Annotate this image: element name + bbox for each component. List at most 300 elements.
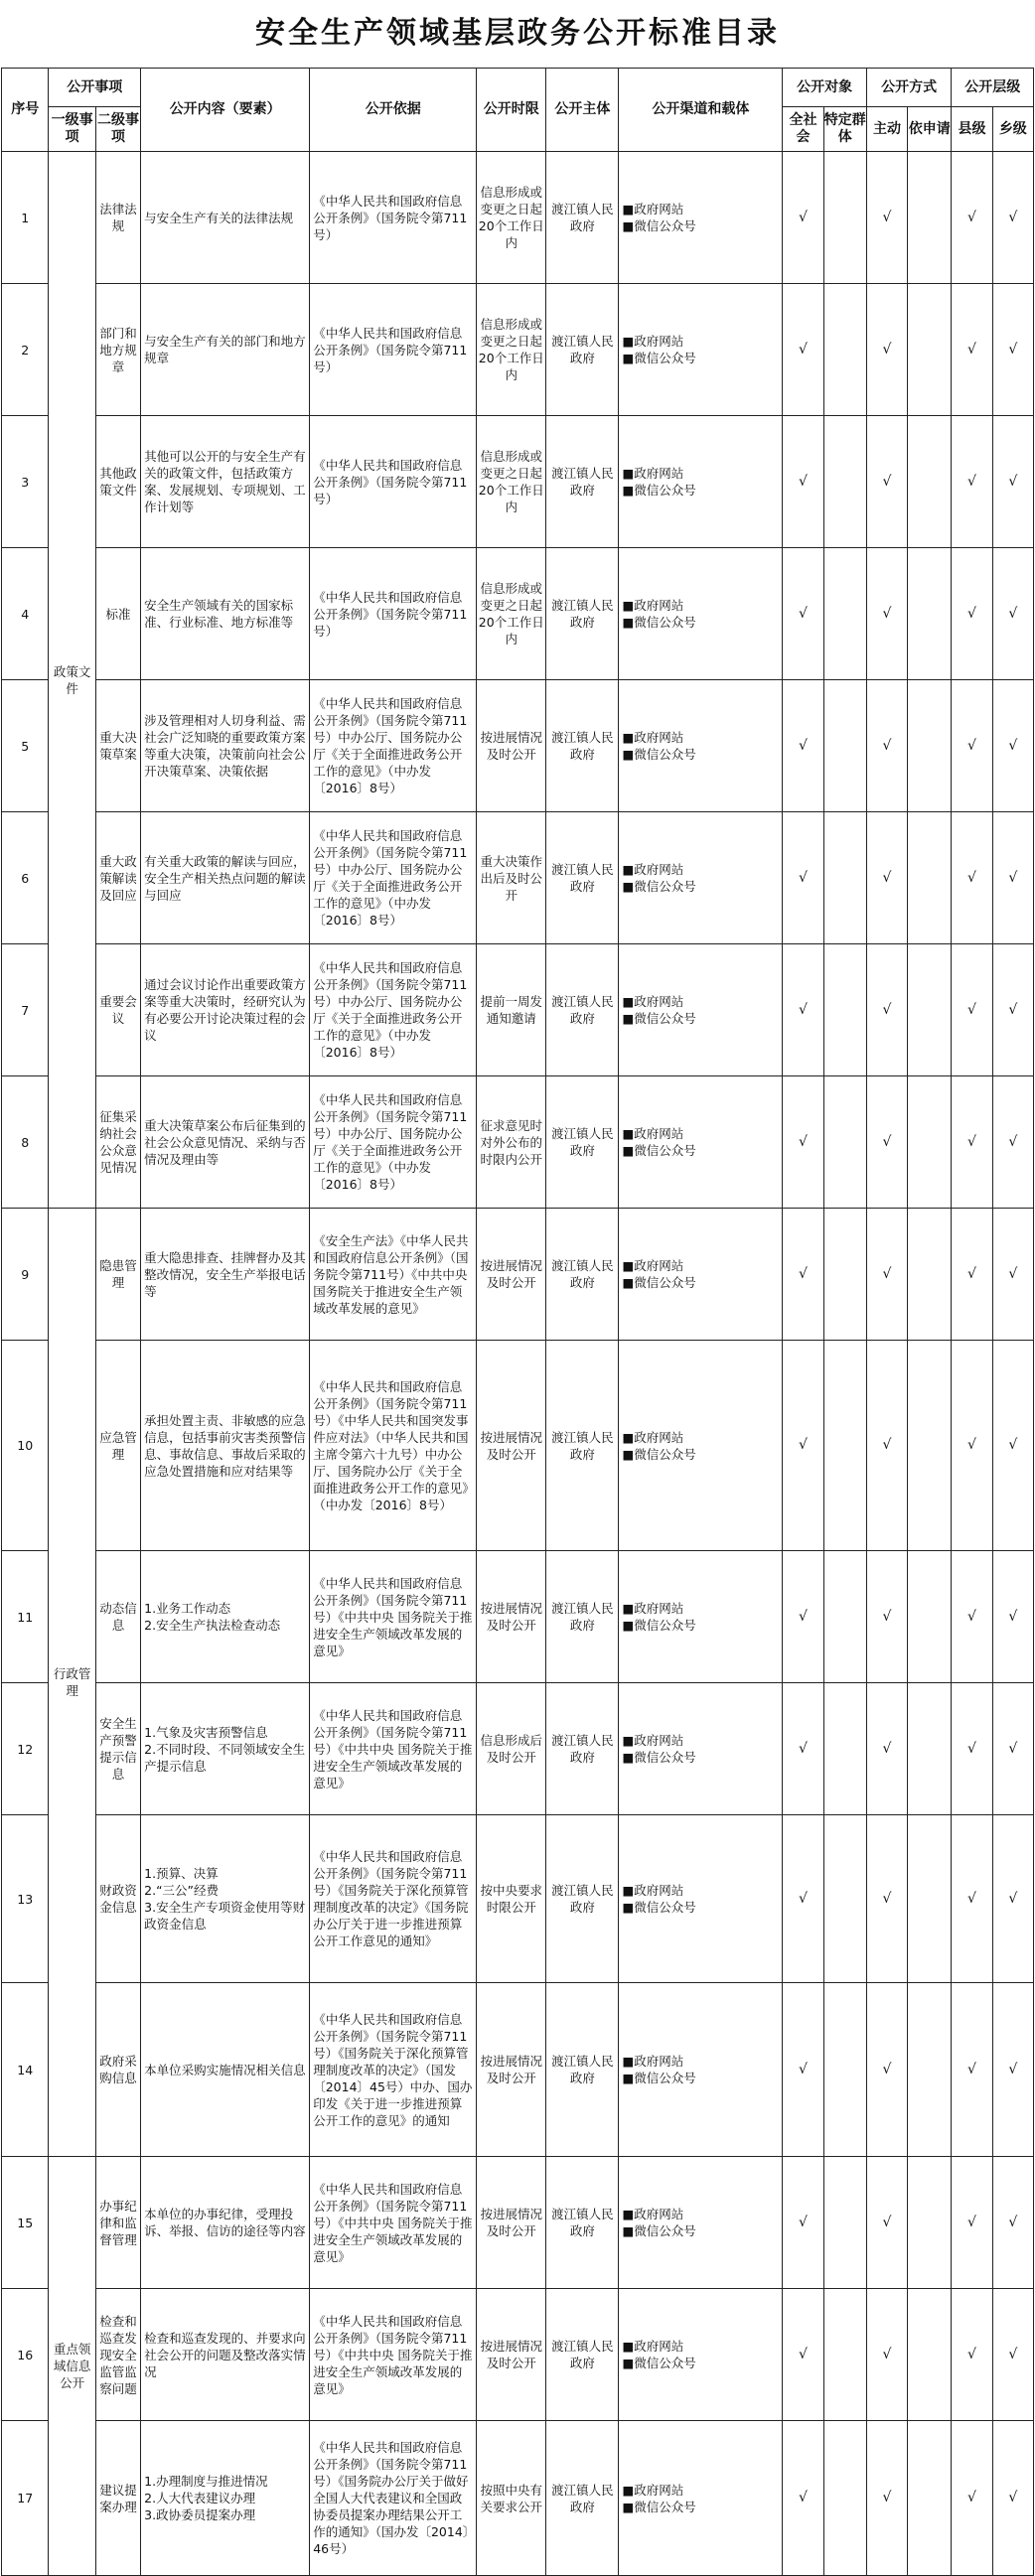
basis-cell: 《中华人民共和国政府信息公开条例》（国务院令第711号）《中共中央 国务院关于推进安全生产领域改革发展的意见》 — [310, 1683, 477, 1815]
subject-cell: 渡江镇人民政府 — [546, 1551, 619, 1683]
channel-item: ■微信公众号 — [622, 2356, 696, 2370]
check-all: √ — [783, 944, 823, 1076]
header-time: 公开时限 — [477, 69, 546, 152]
level2-item: 重大政策解读及回应 — [95, 812, 140, 944]
check-active: √ — [866, 1341, 907, 1551]
level2-item: 检查和巡查发现安全监管监察问题 — [95, 2289, 140, 2421]
table-row — [2, 2157, 1034, 2289]
check-active: √ — [866, 2289, 907, 2421]
check-all: √ — [783, 1983, 823, 2157]
subject-cell: 渡江镇人民政府 — [546, 548, 619, 680]
content-line: 1.预算、决算 — [144, 1866, 219, 1881]
channel-item: ■微信公众号 — [622, 1900, 696, 1915]
table-row — [2, 1209, 1034, 1341]
row-number: 8 — [2, 1076, 49, 1209]
check-active: √ — [866, 680, 907, 812]
check-all: √ — [783, 1551, 823, 1683]
check-specific — [823, 284, 866, 416]
header-channel: 公开渠道和载体 — [619, 69, 783, 152]
table-row — [2, 1683, 1034, 1815]
check-active: √ — [866, 1076, 907, 1209]
check-county: √ — [952, 548, 992, 680]
content-line: 安全生产领域有关的国家标准、行业标准、地方标准等 — [144, 598, 294, 630]
basis-cell: 《中华人民共和国政府信息公开条例》（国务院令第711号） — [310, 548, 477, 680]
row-number: 12 — [2, 1683, 49, 1815]
content-cell — [141, 2421, 310, 2576]
check-county: √ — [952, 284, 992, 416]
channel-cell — [619, 416, 783, 548]
content-line: 承担处置主责、非敏感的应急信息，包括事前灾害类预警信息、事故信息、事故后采取的应急处置措施和应对结果等 — [144, 1412, 306, 1479]
check-apply — [908, 1076, 952, 1209]
check-specific — [823, 1076, 866, 1209]
check-active: √ — [866, 812, 907, 944]
channel-cell — [619, 944, 783, 1076]
channel-item: ■政府网站 — [622, 994, 684, 1009]
channel-item: ■微信公众号 — [622, 1446, 696, 1462]
header-matters: 公开事项 — [49, 69, 141, 107]
content-line: 与安全生产有关的部门和地方规章 — [144, 334, 306, 365]
check-specific — [823, 2289, 866, 2421]
content-cell — [141, 680, 310, 812]
check-county: √ — [952, 2157, 992, 2289]
header-target-specific: 特定群体 — [823, 107, 866, 152]
subject-cell: 渡江镇人民政府 — [546, 2421, 619, 2576]
content-line: 本单位采购实施情况相关信息 — [144, 2062, 306, 2077]
check-apply — [908, 416, 952, 548]
row-number: 13 — [2, 1815, 49, 1983]
channel-item: ■微信公众号 — [622, 615, 696, 630]
subject-cell: 渡江镇人民政府 — [546, 284, 619, 416]
header-level1: 一级事项 — [49, 107, 95, 152]
content-cell — [141, 1551, 310, 1683]
check-town: √ — [992, 416, 1033, 548]
check-county: √ — [952, 1683, 992, 1815]
basis-cell: 《中华人民共和国政府信息公开条例》（国务院令第711号）《国务院办公厅关于做好全国人大代表建议和全国政协委员提案办理结果公开工作的通知》（国办发〔2014〕46号） — [310, 2421, 477, 2576]
channel-item: ■微信公众号 — [622, 2223, 696, 2238]
header-row-1 — [2, 69, 1034, 107]
time-cell: 按进展情况及时公开 — [477, 680, 546, 812]
content-cell — [141, 416, 310, 548]
content-cell — [141, 152, 310, 284]
channel-item: ■政府网站 — [622, 1258, 684, 1273]
table-row — [2, 152, 1034, 284]
level2-item: 动态信息 — [95, 1551, 140, 1683]
check-county: √ — [952, 152, 992, 284]
check-all: √ — [783, 2421, 823, 2576]
header-target: 公开对象 — [783, 69, 867, 107]
channel-item: ■微信公众号 — [622, 1143, 696, 1158]
check-apply — [908, 152, 952, 284]
header-method-apply: 依申请 — [908, 107, 952, 152]
check-specific — [823, 1341, 866, 1551]
check-town: √ — [992, 1683, 1033, 1815]
table-row — [2, 1815, 1034, 1983]
channel-item: ■微信公众号 — [622, 1750, 696, 1765]
content-line: 检查和巡查发现的、并要求向社会公开的问题及整改落实情况 — [144, 2330, 306, 2379]
channel-item: ■政府网站 — [622, 1126, 684, 1141]
check-apply — [908, 1209, 952, 1341]
channel-cell — [619, 680, 783, 812]
check-town: √ — [992, 284, 1033, 416]
check-county: √ — [952, 1983, 992, 2157]
check-county: √ — [952, 416, 992, 548]
basis-cell: 《中华人民共和国政府信息公开条例》（国务院令第711号）《中华人民共和国突发事件应对法》（中华人民共和国主席令第六十九号）中办公厅、国务院办公厅《关于全面推进政务公开工作的意见》（中办发〔2016〕8号） — [310, 1341, 477, 1551]
level2-item: 标准 — [95, 548, 140, 680]
check-all: √ — [783, 1683, 823, 1815]
basis-cell: 《中华人民共和国政府信息公开条例》（国务院令第711号）中办公厅、国务院办公厅《关于全面推进政务公开工作的意见》（中办发〔2016〕8号） — [310, 680, 477, 812]
content-cell — [141, 548, 310, 680]
table-row — [2, 2289, 1034, 2421]
subject-cell: 渡江镇人民政府 — [546, 680, 619, 812]
catalog-table — [1, 68, 1034, 2576]
check-active: √ — [866, 152, 907, 284]
table-body — [2, 152, 1034, 2576]
content-line: 3.安全生产专项资金使用等财政资金信息 — [144, 1900, 306, 1932]
check-active: √ — [866, 2157, 907, 2289]
level2-item: 应急管理 — [95, 1341, 140, 1551]
time-cell: 按中央要求时限公开 — [477, 1815, 546, 1983]
channel-item: ■微信公众号 — [622, 1275, 696, 1290]
basis-cell: 《中华人民共和国政府信息公开条例》（国务院令第711号）中办公厅、国务院办公厅《关于全面推进政务公开工作的意见》（中办发〔2016〕8号） — [310, 1076, 477, 1209]
time-cell: 按照中央有关要求公开 — [477, 2421, 546, 2576]
level2-item: 重要会议 — [95, 944, 140, 1076]
channel-cell — [619, 1683, 783, 1815]
check-specific — [823, 1815, 866, 1983]
header-subject: 公开主体 — [546, 69, 619, 152]
time-cell: 按进展情况及时公开 — [477, 1983, 546, 2157]
check-county: √ — [952, 680, 992, 812]
channel-cell — [619, 1341, 783, 1551]
check-specific — [823, 1983, 866, 2157]
row-number: 10 — [2, 1341, 49, 1551]
check-apply — [908, 284, 952, 416]
check-town: √ — [992, 2289, 1033, 2421]
level2-item: 法律法规 — [95, 152, 140, 284]
level2-item: 部门和地方规章 — [95, 284, 140, 416]
check-all: √ — [783, 1815, 823, 1983]
check-apply — [908, 2289, 952, 2421]
content-line: 2.“三公”经费 — [144, 1883, 220, 1898]
channel-cell — [619, 2289, 783, 2421]
check-active: √ — [866, 284, 907, 416]
content-line: 通过会议讨论作出重要政策方案等重大决策时，经研究认为有必要公开讨论决策过程的会议 — [144, 977, 306, 1043]
channel-item: ■政府网站 — [622, 2207, 684, 2221]
check-specific — [823, 2421, 866, 2576]
header-target-all: 全社会 — [783, 107, 823, 152]
content-line: 有关重大政策的解读与回应，安全生产相关热点问题的解读与回应 — [144, 853, 306, 903]
channel-item: ■政府网站 — [622, 202, 684, 216]
check-active: √ — [866, 1209, 907, 1341]
level2-item: 重大决策草案 — [95, 680, 140, 812]
channel-cell — [619, 1209, 783, 1341]
row-number: 5 — [2, 680, 49, 812]
time-cell: 提前一周发通知邀请 — [477, 944, 546, 1076]
check-town: √ — [992, 152, 1033, 284]
row-number: 16 — [2, 2289, 49, 2421]
subject-cell: 渡江镇人民政府 — [546, 1341, 619, 1551]
page-title: 安全生产领域基层政务公开标准目录 — [255, 16, 780, 51]
content-line: 其他可以公开的与安全生产有关的政策文件，包括政策方案、发展规划、专项规划、工作计划等 — [144, 449, 306, 514]
header-method: 公开方式 — [866, 69, 952, 107]
table-row — [2, 944, 1034, 1076]
check-all: √ — [783, 680, 823, 812]
content-line: 2.安全生产执法检查动态 — [144, 1618, 281, 1633]
check-all: √ — [783, 812, 823, 944]
content-cell — [141, 284, 310, 416]
time-cell: 按进展情况及时公开 — [477, 1551, 546, 1683]
header-content: 公开内容（要素） — [141, 69, 310, 152]
basis-cell: 《中华人民共和国政府信息公开条例》（国务院令第711号）《中共中央 国务院关于推进安全生产领域改革发展的意见》 — [310, 1551, 477, 1683]
channel-item: ■微信公众号 — [622, 483, 696, 498]
content-cell — [141, 2289, 310, 2421]
basis-cell: 《中华人民共和国政府信息公开条例》（国务院令第711号） — [310, 284, 477, 416]
content-line: 与安全生产有关的法律法规 — [144, 210, 294, 225]
header-level-county: 县级 — [952, 107, 992, 152]
check-apply — [908, 1551, 952, 1683]
check-apply — [908, 1341, 952, 1551]
channel-item: ■微信公众号 — [622, 2071, 696, 2085]
level2-item: 建议提案办理 — [95, 2421, 140, 2576]
content-cell — [141, 1341, 310, 1551]
level1-category: 重点领域信息公开 — [49, 2157, 95, 2576]
channel-cell — [619, 548, 783, 680]
content-line: 2.不同时段、不同领域安全生产提示信息 — [144, 1741, 306, 1774]
row-number: 3 — [2, 416, 49, 548]
basis-cell: 《中华人民共和国政府信息公开条例》（国务院令第711号）《中共中央 国务院关于推进安全生产领域改革发展的意见》 — [310, 2157, 477, 2289]
check-apply — [908, 1815, 952, 1983]
content-cell — [141, 1983, 310, 2157]
check-active: √ — [866, 1683, 907, 1815]
level1-category: 政策文件 — [49, 152, 95, 1209]
check-town: √ — [992, 1551, 1033, 1683]
basis-cell: 《中华人民共和国政府信息公开条例》（国务院令第711号） — [310, 416, 477, 548]
check-apply — [908, 2421, 952, 2576]
check-all: √ — [783, 1076, 823, 1209]
header-level: 公开层级 — [952, 69, 1034, 107]
subject-cell: 渡江镇人民政府 — [546, 1815, 619, 1983]
header-level2: 二级事项 — [95, 107, 140, 152]
check-all: √ — [783, 2157, 823, 2289]
row-number: 4 — [2, 548, 49, 680]
row-number: 9 — [2, 1209, 49, 1341]
content-line: 重大决策草案公布后征集到的社会公众意见情况、采纳与否情况及理由等 — [144, 1117, 306, 1167]
row-number: 7 — [2, 944, 49, 1076]
check-county: √ — [952, 944, 992, 1076]
check-specific — [823, 1683, 866, 1815]
check-specific — [823, 812, 866, 944]
check-county: √ — [952, 812, 992, 944]
content-line: 2.人大代表建议办理 — [144, 2491, 256, 2505]
subject-cell: 渡江镇人民政府 — [546, 2157, 619, 2289]
time-cell: 重大决策作出后及时公开 — [477, 812, 546, 944]
level2-item: 隐患管理 — [95, 1209, 140, 1341]
level2-item: 办事纪律和监督管理 — [95, 2157, 140, 2289]
content-cell — [141, 1076, 310, 1209]
check-all: √ — [783, 548, 823, 680]
channel-cell — [619, 1076, 783, 1209]
channel-item: ■政府网站 — [622, 2482, 684, 2498]
subject-cell: 渡江镇人民政府 — [546, 944, 619, 1076]
row-number: 17 — [2, 2421, 49, 2576]
subject-cell: 渡江镇人民政府 — [546, 1076, 619, 1209]
check-county: √ — [952, 1815, 992, 1983]
channel-item: ■微信公众号 — [622, 1011, 696, 1026]
check-county: √ — [952, 1341, 992, 1551]
content-line: 1.办理制度与推进情况 — [144, 2474, 268, 2489]
subject-cell: 渡江镇人民政府 — [546, 1683, 619, 1815]
check-all: √ — [783, 152, 823, 284]
check-active: √ — [866, 1983, 907, 2157]
content-line: 重大隐患排查、挂牌督办及其整改情况，安全生产举报电话等 — [144, 1249, 306, 1299]
check-apply — [908, 680, 952, 812]
channel-item: ■微信公众号 — [622, 747, 696, 762]
content-cell — [141, 2157, 310, 2289]
channel-item: ■政府网站 — [622, 862, 684, 877]
row-number: 14 — [2, 1983, 49, 2157]
table-row — [2, 284, 1034, 416]
check-all: √ — [783, 1341, 823, 1551]
row-number: 1 — [2, 152, 49, 284]
channel-item: ■政府网站 — [622, 334, 684, 349]
channel-item: ■政府网站 — [622, 598, 684, 613]
check-town: √ — [992, 944, 1033, 1076]
channel-cell — [619, 2157, 783, 2289]
row-number: 11 — [2, 1551, 49, 1683]
content-cell — [141, 944, 310, 1076]
content-line: 1.气象及灾害预警信息 — [144, 1724, 268, 1740]
content-line: 涉及管理相对人切身利益、需社会广泛知晓的重要政策方案等重大决策，决策前向社会公开决策草案、决策依据 — [144, 713, 306, 779]
check-apply — [908, 2157, 952, 2289]
row-number: 2 — [2, 284, 49, 416]
table-row — [2, 1076, 1034, 1209]
basis-cell: 《中华人民共和国政府信息公开条例》（国务院令第711号）《中共中央 国务院关于推进安全生产领域改革发展的意见》 — [310, 2289, 477, 2421]
subject-cell: 渡江镇人民政府 — [546, 416, 619, 548]
check-specific — [823, 548, 866, 680]
check-town: √ — [992, 1209, 1033, 1341]
basis-cell: 《中华人民共和国政府信息公开条例》（国务院令第711号）中办公厅、国务院办公厅《关于全面推进政务公开工作的意见》（中办发〔2016〕8号） — [310, 944, 477, 1076]
check-all: √ — [783, 2289, 823, 2421]
channel-item: ■政府网站 — [622, 2339, 684, 2354]
check-town: √ — [992, 548, 1033, 680]
check-active: √ — [866, 416, 907, 548]
check-county: √ — [952, 1209, 992, 1341]
check-all: √ — [783, 1209, 823, 1341]
basis-cell: 《中华人民共和国政府信息公开条例》（国务院令第711号）《国务院关于深化预算管理制度改革的决定》《国务院办公厅关于进一步推进预算公开工作意见的通知》 — [310, 1815, 477, 1983]
channel-cell — [619, 1983, 783, 2157]
table-row — [2, 680, 1034, 812]
header-method-active: 主动 — [866, 107, 907, 152]
check-specific — [823, 152, 866, 284]
level1-category: 行政管理 — [49, 1209, 95, 2157]
row-number: 6 — [2, 812, 49, 944]
content-line: 1.业务工作动态 — [144, 1601, 231, 1616]
level2-item: 其他政策文件 — [95, 416, 140, 548]
row-number: 15 — [2, 2157, 49, 2289]
check-apply — [908, 1983, 952, 2157]
check-specific — [823, 680, 866, 812]
time-cell: 按进展情况及时公开 — [477, 1209, 546, 1341]
check-town: √ — [992, 1076, 1033, 1209]
basis-cell: 《中华人民共和国政府信息公开条例》（国务院令第711号） — [310, 152, 477, 284]
subject-cell: 渡江镇人民政府 — [546, 2289, 619, 2421]
time-cell: 信息形成或变更之日起20个工作日内 — [477, 152, 546, 284]
check-county: √ — [952, 1551, 992, 1683]
table-row — [2, 548, 1034, 680]
check-specific — [823, 416, 866, 548]
time-cell: 信息形成后及时公开 — [477, 1683, 546, 1815]
channel-item: ■政府网站 — [622, 1429, 684, 1445]
check-town: √ — [992, 1983, 1033, 2157]
subject-cell: 渡江镇人民政府 — [546, 152, 619, 284]
time-cell: 征求意见时对外公布的时限内公开 — [477, 1076, 546, 1209]
time-cell: 按进展情况及时公开 — [477, 2289, 546, 2421]
channel-cell — [619, 1815, 783, 1983]
table-row — [2, 1983, 1034, 2157]
check-county: √ — [952, 2421, 992, 2576]
channel-item: ■政府网站 — [622, 1601, 684, 1616]
header-level-town: 乡级 — [992, 107, 1033, 152]
check-apply — [908, 1683, 952, 1815]
channel-item: ■微信公众号 — [622, 218, 696, 233]
check-all: √ — [783, 284, 823, 416]
channel-item: ■微信公众号 — [622, 1618, 696, 1633]
channel-cell — [619, 1551, 783, 1683]
check-town: √ — [992, 680, 1033, 812]
table-row — [2, 2421, 1034, 2576]
content-cell — [141, 1209, 310, 1341]
check-active: √ — [866, 1551, 907, 1683]
check-county: √ — [952, 1076, 992, 1209]
check-town: √ — [992, 1815, 1033, 1983]
check-active: √ — [866, 2421, 907, 2576]
table-row — [2, 1341, 1034, 1551]
check-specific — [823, 1209, 866, 1341]
level2-item: 征集采纳社会公众意见情况 — [95, 1076, 140, 1209]
channel-cell — [619, 2421, 783, 2576]
check-county: √ — [952, 2289, 992, 2421]
table-row — [2, 812, 1034, 944]
basis-cell: 《安全生产法》《中华人民共和国政府信息公开条例》（国务院令第711号）《中共中央 国务院关于推进安全生产领域改革发展的意见》 — [310, 1209, 477, 1341]
time-cell: 信息形成或变更之日起20个工作日内 — [477, 548, 546, 680]
check-specific — [823, 944, 866, 1076]
channel-item: ■微信公众号 — [622, 2499, 696, 2514]
channel-item: ■政府网站 — [622, 1733, 684, 1748]
check-apply — [908, 944, 952, 1076]
channel-item: ■政府网站 — [622, 1883, 684, 1898]
header-basis: 公开依据 — [310, 69, 477, 152]
content-line: 本单位的办事纪律，受理投诉、举报、信访的途径等内容 — [144, 2207, 306, 2238]
basis-cell: 《中华人民共和国政府信息公开条例》（国务院令第711号）《国务院关于深化预算管理制度改革的决定》（国发〔2014〕45号）中办、国办印发《关于进一步推进预算公开工作的意见》的通知 — [310, 1983, 477, 2157]
check-apply — [908, 812, 952, 944]
content-cell — [141, 1815, 310, 1983]
time-cell: 信息形成或变更之日起20个工作日内 — [477, 416, 546, 548]
channel-item: ■政府网站 — [622, 2054, 684, 2069]
channel-cell — [619, 152, 783, 284]
channel-cell — [619, 284, 783, 416]
content-cell — [141, 812, 310, 944]
channel-cell — [619, 812, 783, 944]
level2-item: 财政资金信息 — [95, 1815, 140, 1983]
time-cell: 按进展情况及时公开 — [477, 2157, 546, 2289]
channel-item: ■微信公众号 — [622, 351, 696, 365]
content-cell — [141, 1683, 310, 1815]
table-row — [2, 416, 1034, 548]
check-specific — [823, 2157, 866, 2289]
subject-cell: 渡江镇人民政府 — [546, 1983, 619, 2157]
channel-item: ■政府网站 — [622, 730, 684, 745]
header-seq: 序号 — [2, 69, 49, 152]
check-town: √ — [992, 2421, 1033, 2576]
